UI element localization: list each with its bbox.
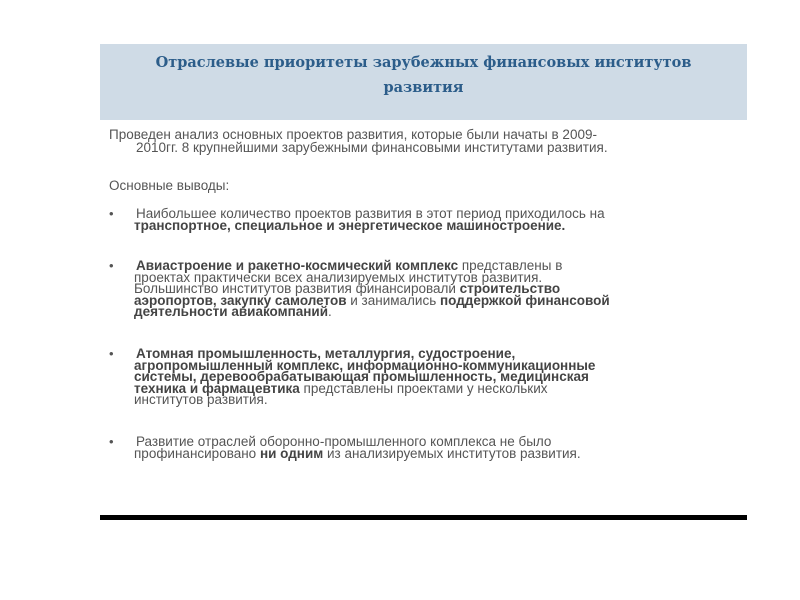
- finding-4-line-2-post: из анализируемых институтов развития.: [323, 445, 581, 461]
- finding-2-line-5-rest: .: [328, 304, 332, 319]
- finding-1-line-1: Наибольшее количество проектов развития в этот период приходилось на: [136, 206, 605, 221]
- slide-title: [100, 50, 747, 100]
- finding-2-line-3-bold: строительство: [459, 281, 561, 296]
- bottom-divider: [100, 515, 747, 520]
- finding-2-line-4-bold-a: аэропортов, закупку самолетов: [134, 292, 347, 308]
- bullet-dot: •: [109, 346, 114, 361]
- finding-item-3: [109, 348, 729, 406]
- finding-text-4: [109, 436, 729, 459]
- finding-3-line-4-rest: представлены проектами у нескольких: [299, 380, 548, 396]
- intro-line-2: 2010гг. 8 крупнейшими зарубежными финансовыми институтами развития.: [136, 140, 608, 155]
- intro-line-1: Проведен анализ основных проектов развития, которые были начаты в 2009-: [109, 127, 597, 142]
- finding-3-line-5: институтов развития.: [134, 392, 268, 407]
- finding-3-line-2: агропромышленный комплекс, информационно-коммуникационные: [134, 357, 596, 373]
- finding-2-line-2: проектах практически всех анализируемых институтов развития.: [134, 269, 543, 285]
- finding-text-2: [109, 260, 729, 318]
- finding-item-1: [109, 208, 729, 231]
- intro-paragraph: [109, 128, 729, 154]
- finding-4-line-2: [134, 445, 729, 461]
- finding-item-2: [109, 260, 729, 318]
- bullet-dot: •: [109, 258, 114, 273]
- slide-title-line-1: Отраслевые приоритеты зарубежных финансовых институтов: [155, 54, 692, 71]
- finding-2-line-4-rest: и занимались: [346, 292, 440, 308]
- finding-3-line-4-bold: техника и фармацевтика: [134, 380, 300, 396]
- finding-item-4: [109, 436, 729, 459]
- findings-heading: Основные выводы:: [109, 178, 230, 193]
- bullet-dot: •: [109, 206, 114, 221]
- finding-text-1: [109, 208, 729, 231]
- bullet-dot: •: [109, 434, 114, 449]
- finding-4-line-1: Развитие отраслей оборонно-промышленного комплекса не было: [136, 434, 552, 449]
- slide-title-line-2: развития: [383, 79, 464, 96]
- finding-1-line-2: транспортное, специальное и энергетическое машиностроение.: [134, 217, 566, 233]
- finding-text-3: [109, 348, 729, 406]
- finding-4-line-2-pre: профинансировано: [134, 445, 260, 461]
- finding-3-line-1: Атомная промышленность, металлургия, судостроение,: [136, 346, 516, 361]
- finding-2-line-5-bold: деятельности авиакомпаний: [134, 304, 329, 319]
- finding-2-line-1-rest: представлены в: [458, 258, 563, 273]
- finding-2-line-5: [134, 306, 729, 318]
- finding-2-line-1-bold: Авиастроение и ракетно-космический комплекс: [136, 258, 459, 273]
- finding-3-line-3: системы, деревообрабатывающая промышленность, медицинская: [134, 369, 589, 384]
- finding-2-line-3-rest: Большинство институтов развития финансировали: [134, 281, 460, 296]
- finding-2-line-4-bold-b: поддержкой финансовой: [439, 292, 610, 308]
- finding-4-line-2-bold: ни одним: [259, 445, 324, 461]
